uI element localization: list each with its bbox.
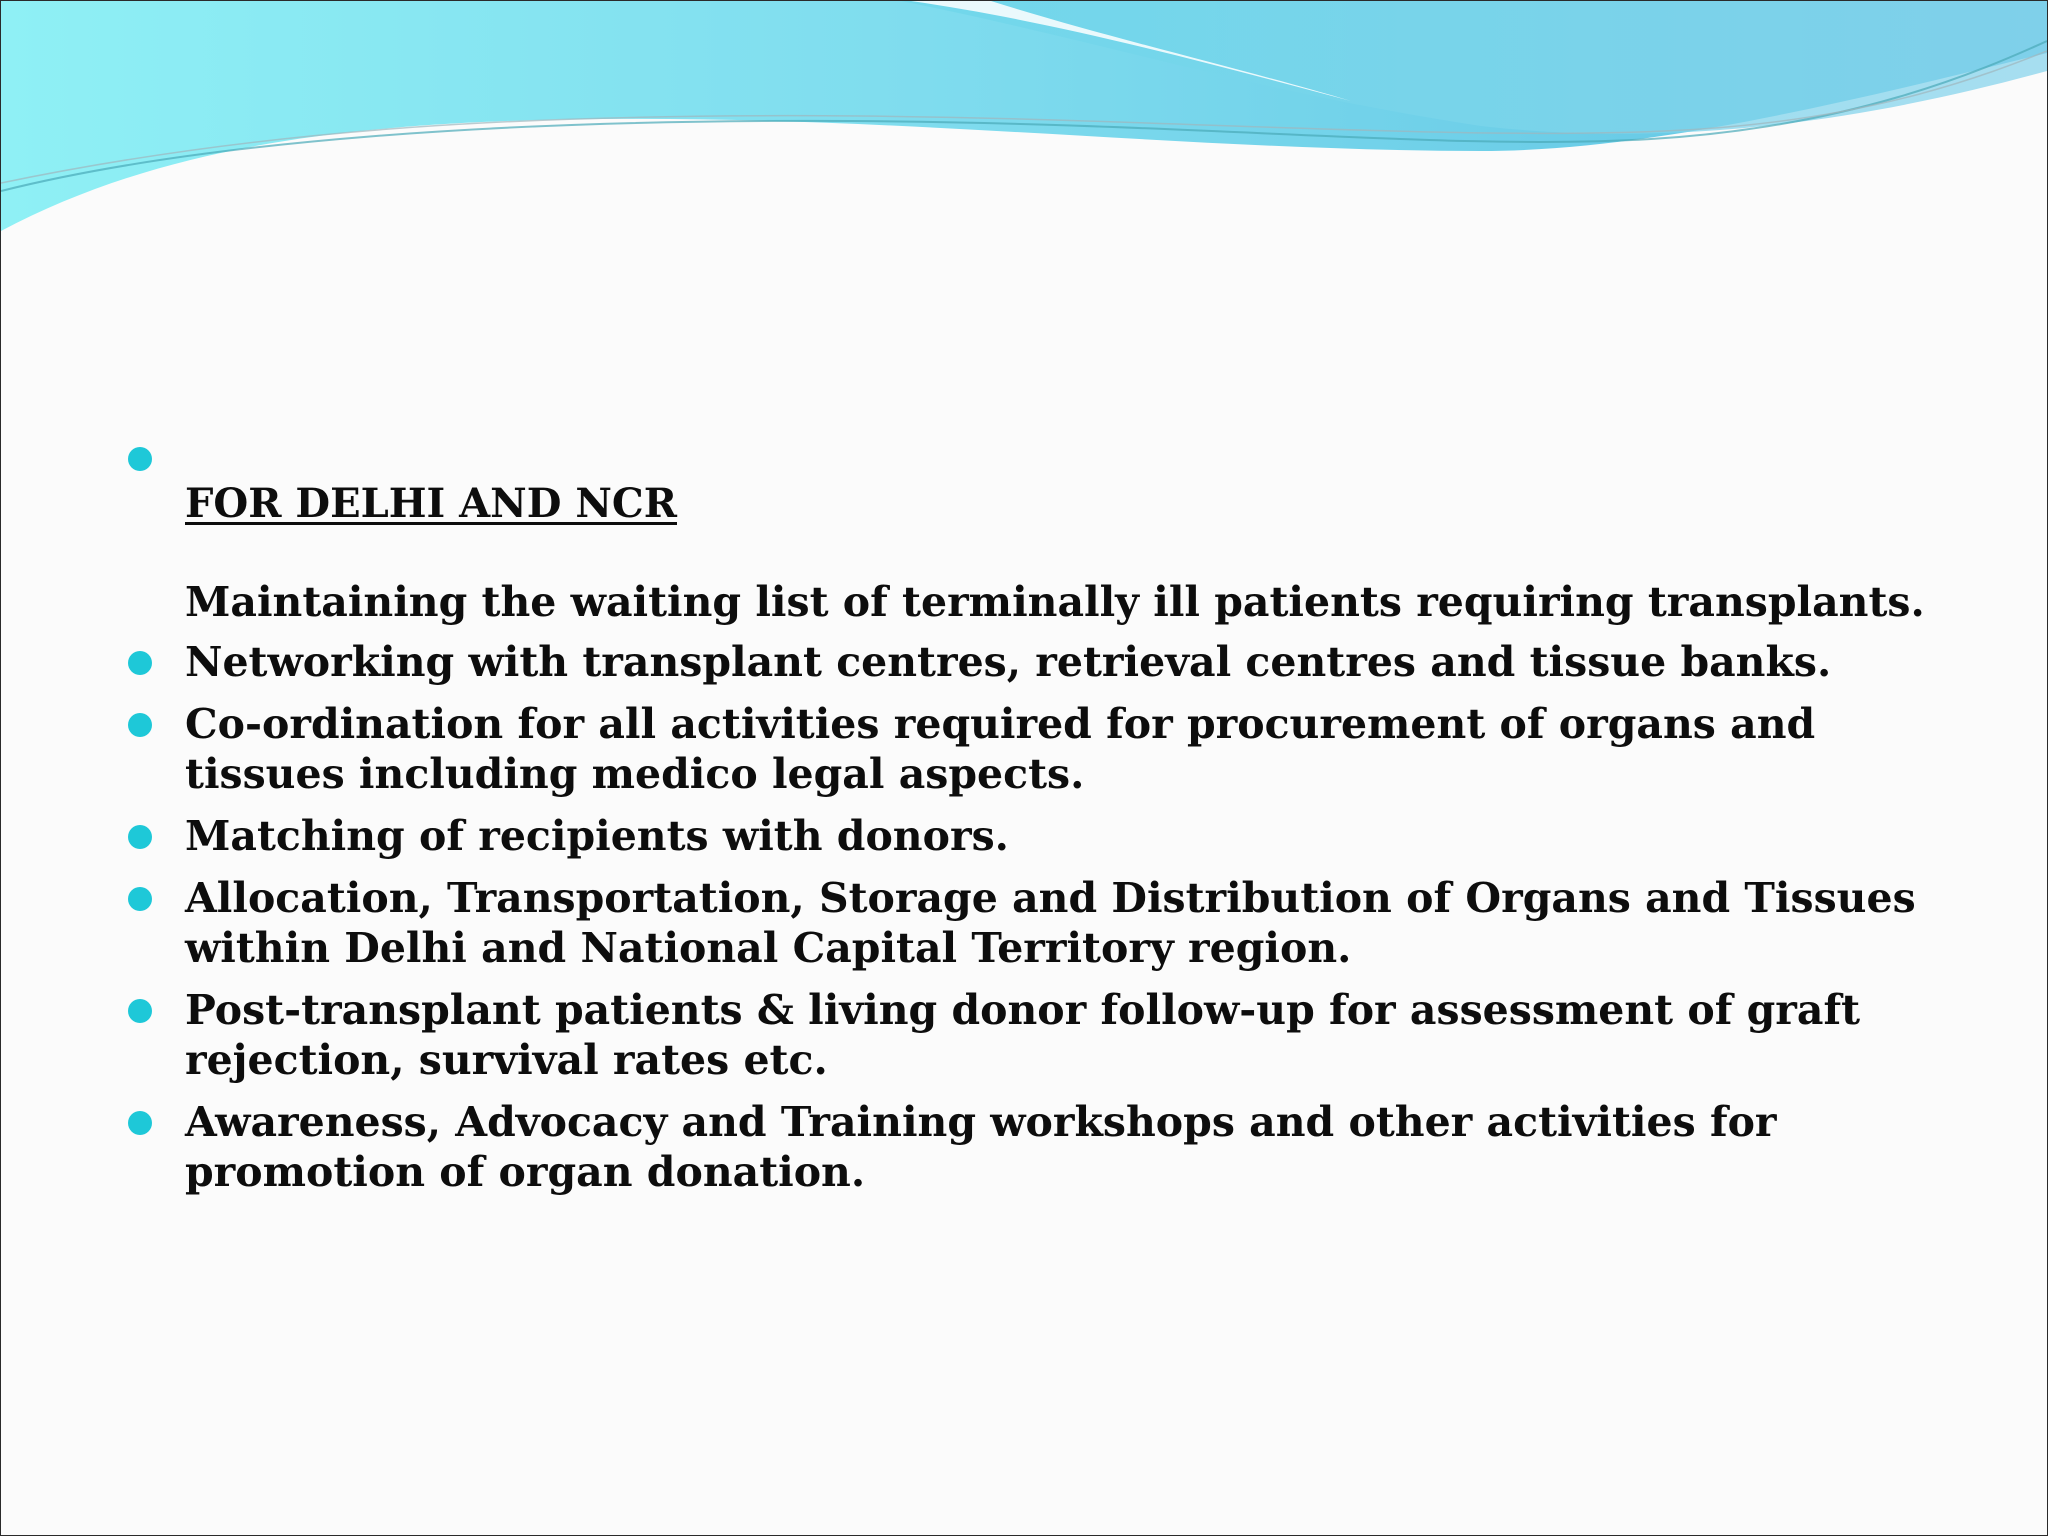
bullet-dot-icon bbox=[128, 651, 152, 675]
list-item bbox=[121, 637, 1941, 687]
list-item bbox=[121, 429, 1941, 627]
list-item bbox=[121, 985, 1941, 1085]
list-item-text: Awareness, Advocacy and Training workshops and other activities for promotion of organ donation. bbox=[185, 1098, 1777, 1196]
list-item bbox=[121, 1097, 1941, 1197]
bullet-dot-icon bbox=[128, 447, 152, 471]
list-item-text: Maintaining the waiting list of terminally ill patients requiring transplants. bbox=[185, 578, 1925, 626]
list-item bbox=[121, 699, 1941, 799]
list-item bbox=[121, 873, 1941, 973]
bullet-dot-icon bbox=[128, 887, 152, 911]
list-item-text: Post-transplant patients & living donor follow-up for assessment of graft rejection, survival rates etc. bbox=[185, 986, 1861, 1084]
list-item bbox=[121, 811, 1941, 861]
bullet-dot-icon bbox=[128, 713, 152, 737]
bullet-dot-icon bbox=[128, 825, 152, 849]
bullet-dot-icon bbox=[128, 1111, 152, 1135]
bullet-list bbox=[121, 429, 1941, 1209]
list-item-text: Co-ordination for all activities required for procurement of organs and tissues including medico legal aspects. bbox=[185, 700, 1816, 798]
bullet-dot-icon bbox=[128, 999, 152, 1023]
list-item-text: Networking with transplant centres, retrieval centres and tissue banks. bbox=[185, 638, 1832, 686]
decorative-wave-header bbox=[1, 1, 2047, 241]
list-item-text: Allocation, Transportation, Storage and Distribution of Organs and Tissues within Delhi and National Capital Territory region. bbox=[185, 874, 1916, 972]
section-heading: FOR DELHI AND NCR bbox=[185, 480, 677, 527]
list-item-text: Matching of recipients with donors. bbox=[185, 812, 1009, 860]
